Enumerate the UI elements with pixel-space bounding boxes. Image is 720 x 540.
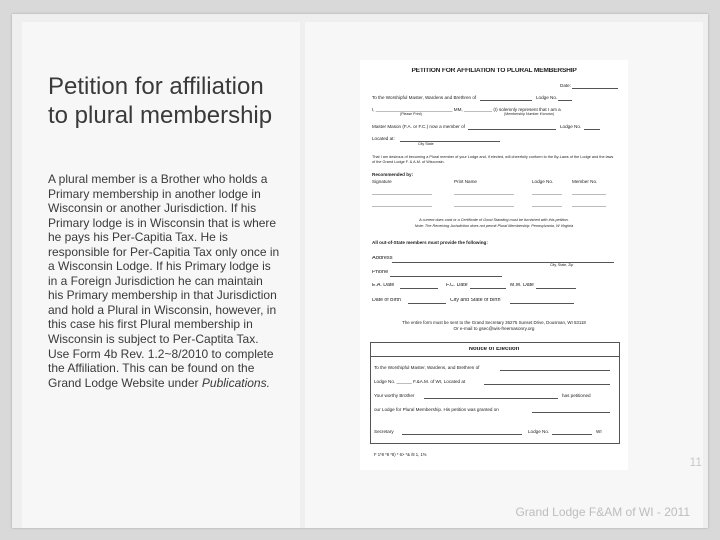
form-recommended: Recommended by: bbox=[372, 172, 414, 177]
form-ea-date: E.A. Date bbox=[372, 283, 395, 288]
slide-title: Petition for affiliation to plural membership bbox=[48, 73, 273, 129]
form-city-state: City State bbox=[418, 142, 434, 146]
slide-body-text: A plural member is a Brother who holds a Primary membership in another lodge in Wisconsin or another Jurisdiction. If his Primary lodge is in Wisconsin that is where he pays his Per-Capitia Tax. He is responsible for Per-Capitia Tax only once in a Wisconsin Lodge. If his Primary lodge is in a Foreign Jurisdiction he can maintain his Primary membership in that Jurisdiction and hold a Plural in Wisconsin, however, in this case his first Plural membership in Wisconsin is subject to Per-Captita Tax. Use Form 4b Rev. 1.2~8/2010 to complete the Affiliation. This can be found on the Grand Lodge Website under bbox=[48, 172, 280, 390]
form-col-signature: Signature bbox=[372, 179, 392, 184]
slide-body bbox=[48, 172, 280, 390]
notice-title: Notice of Election bbox=[468, 347, 520, 352]
notice-plural: our Lodge for Plural Membership. His petition was granted on bbox=[374, 407, 499, 412]
form-located: Located at: bbox=[372, 136, 395, 141]
form-phone: Phone bbox=[372, 270, 389, 275]
notice-wi: WI bbox=[596, 429, 602, 434]
form-master-mason: Master Mason (F.A. or F.C.) now a member of bbox=[372, 124, 465, 129]
form-send-line: The entire form must be sent to the Grand Secretary 36275 Sunset Drive, Dousman, WI 53118 bbox=[402, 320, 586, 325]
form-city-birth: City and State of Birth bbox=[450, 298, 501, 303]
form-email-line: Or e-mail to gsec@wis-freemasonry.org bbox=[453, 326, 535, 331]
form-title: PETITION FOR AFFILIATION TO PLURAL MEMBERSHIP bbox=[411, 68, 577, 74]
notice-secretary: Secretary bbox=[374, 429, 394, 434]
form-lodge-no2: Lodge No. bbox=[560, 124, 582, 129]
form-col-member: Member No. bbox=[572, 179, 598, 184]
form-col-print: Print Name bbox=[454, 179, 477, 184]
form-col-lodge: Lodge No. bbox=[532, 179, 554, 184]
form-code: F 1*8 *8 *8) * 6> *& /8 1, 1% bbox=[374, 452, 427, 457]
form-out-of-state: All out-of-State members must provide the following: bbox=[372, 240, 488, 245]
form-certificate-note-2: Note: The Receiving Jurisdiction does not permit Plural Membership: Pennsylvania, W Virginia bbox=[414, 224, 574, 228]
form-mm-line: I, ______________________________ MM, ___________ (I) solemnly represent that I am a bbox=[372, 107, 561, 112]
form-mm-date: M.M. Date bbox=[510, 283, 534, 288]
form-number-hint: (Membership Number if known) bbox=[504, 112, 555, 116]
form-lodge-no: Lodge No. bbox=[536, 95, 558, 100]
notice-lodge-no: Lodge No. bbox=[528, 429, 550, 434]
notice-brother: Your worthy Brother bbox=[374, 393, 415, 398]
notice-to: To the Worshipful Master, Wardens, and Brethren of bbox=[374, 365, 480, 370]
form-date-label: Date: bbox=[560, 83, 571, 88]
form-certificate-note-1: A current dues card or a Certificate of Good Standing must be furnished with this petition. bbox=[419, 218, 569, 222]
page-number: 11 bbox=[689, 455, 702, 469]
form-name-hint: (Please Print) bbox=[400, 112, 422, 116]
petition-form-image bbox=[360, 60, 628, 470]
publications-link-text: Publications. bbox=[201, 375, 270, 390]
form-address: Address bbox=[372, 256, 393, 261]
form-dob: Date of Birth bbox=[372, 298, 401, 303]
notice-lodge: Lodge No. ______ F.&A.M. of WI, Located at bbox=[374, 379, 466, 384]
form-petition-text: That I am desirous of becoming a Plural member of your Lodge and, if elected, will cheerfully conform to the By-Laws of the Lodge and the laws of the Grand Lodge F. & A.M. of Wisconsin. bbox=[372, 155, 614, 164]
form-to-line: To the Worshipful Master, Wardens and Brethren of bbox=[372, 95, 477, 100]
form-city-state-zip: City, State, Zip bbox=[550, 263, 574, 267]
footer-text: Grand Lodge F&AM of WI - 2011 bbox=[515, 505, 690, 519]
notice-petitioned: has petitioned bbox=[562, 393, 591, 398]
form-fc-date: F.C. Date bbox=[446, 283, 468, 288]
